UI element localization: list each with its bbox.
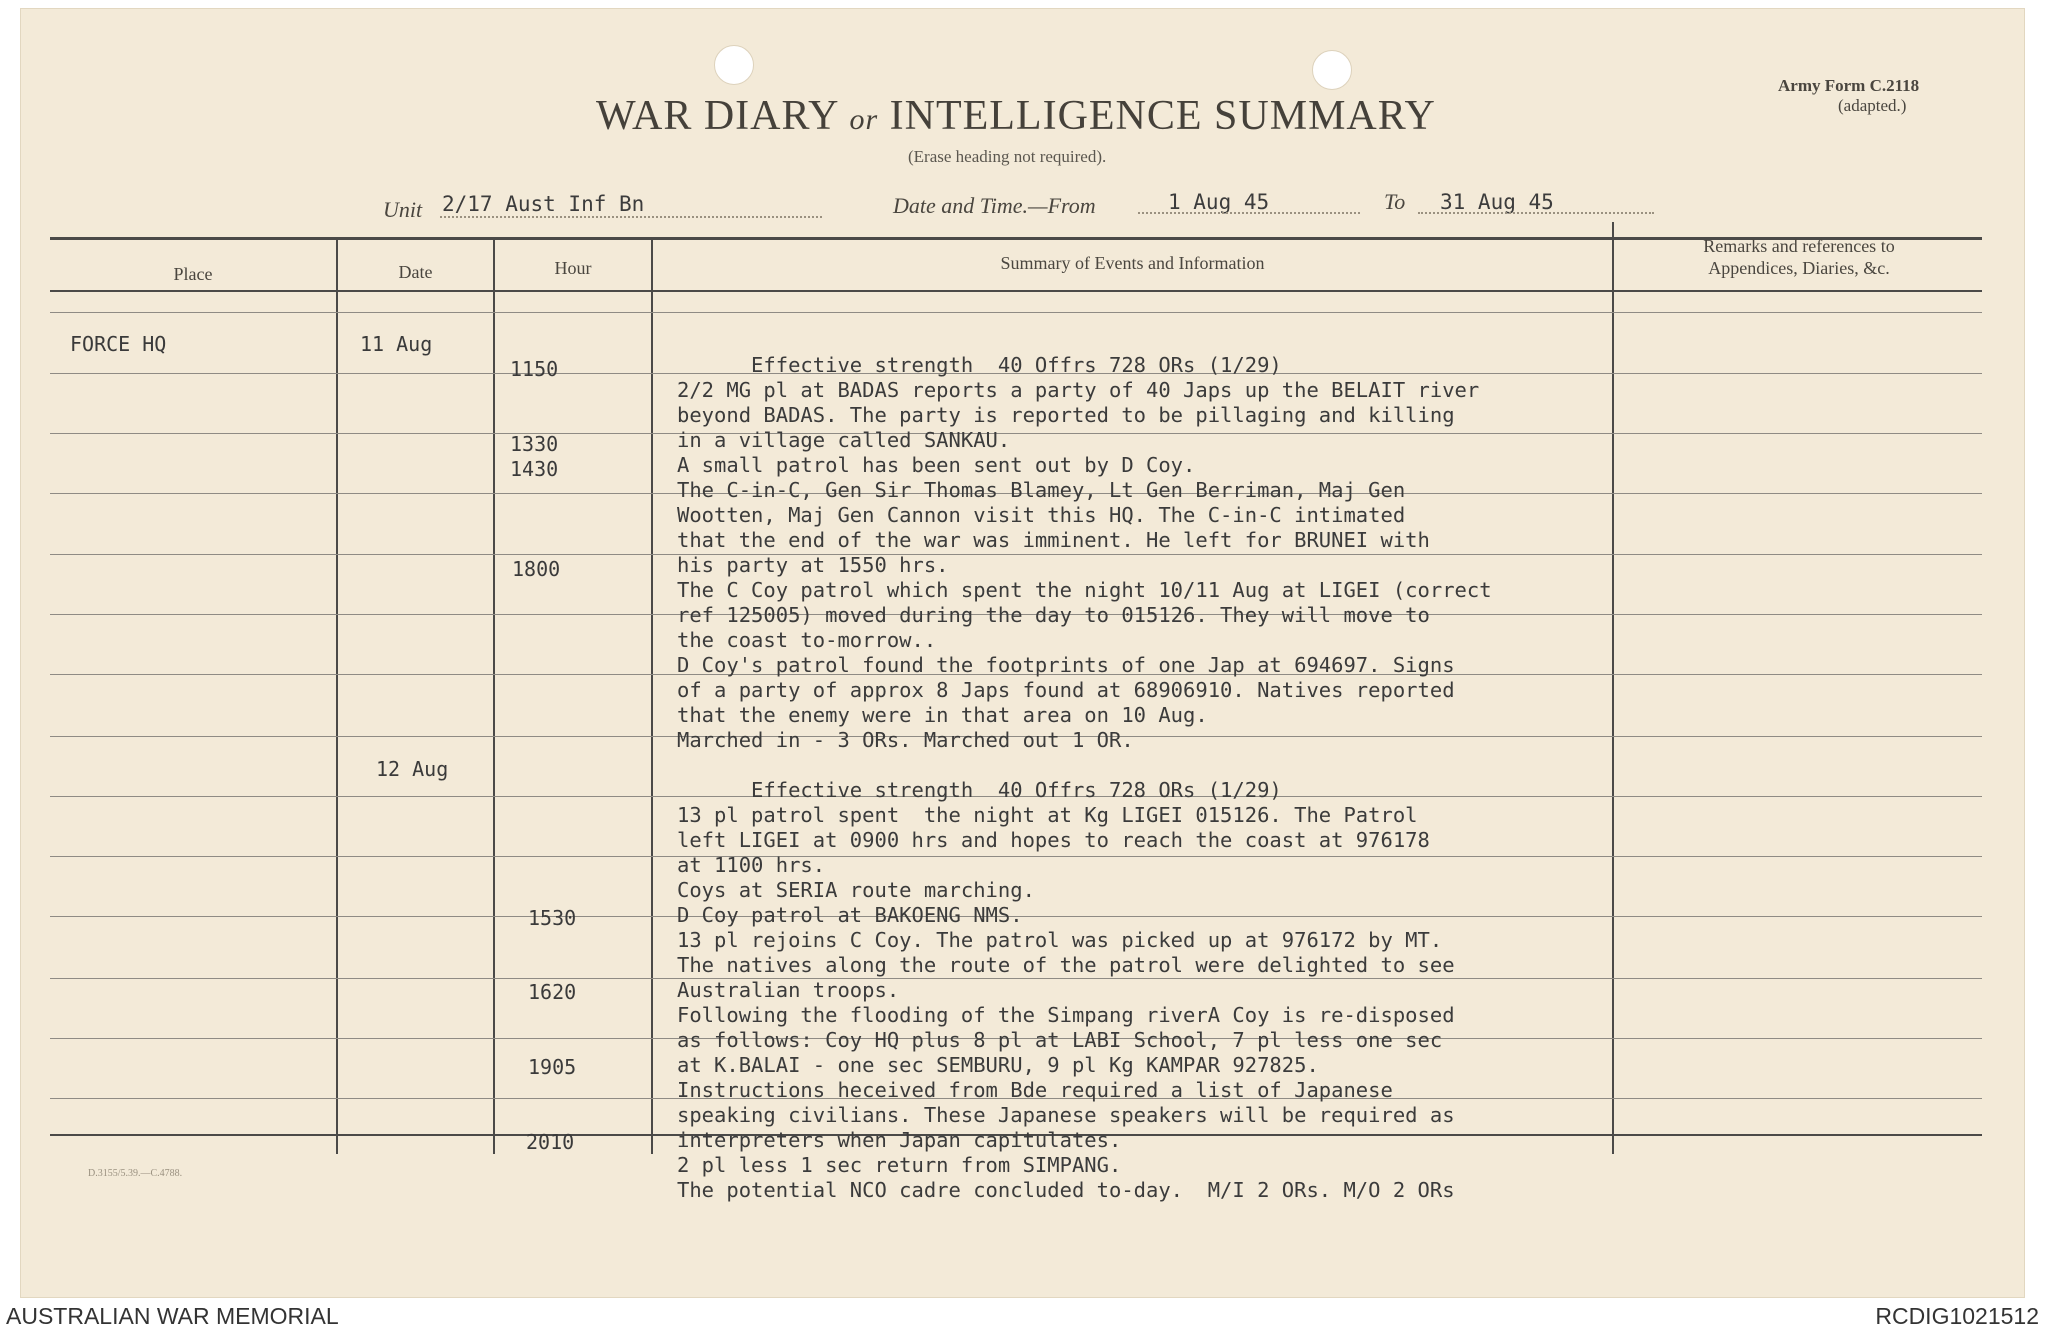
hour-entry: 1530 [528, 906, 577, 930]
date-11-aug: 11 Aug [360, 332, 433, 356]
col-header-hour: Hour [554, 258, 592, 278]
summary-line: the coast to-morrow.. [677, 628, 937, 652]
title-war-diary: WAR DIARY [596, 93, 838, 139]
summary-line: D Coy's patrol found the footprints of one Jap at 694697. Signs [677, 653, 1455, 677]
summary-line [677, 753, 1492, 778]
summary-line: in a village called SANKAU. [677, 428, 1011, 452]
to-label: To [1384, 189, 1406, 214]
hour-entry: 1800 [512, 557, 561, 581]
col-header-remarks-line1: Remarks and references to [1703, 236, 1895, 256]
summary-line: 2/2 MG pl at BADAS reports a party of 40 Japs up the BELAIT river [677, 378, 1480, 402]
summary-line: Following the flooding of the Simpang riverA Coy is re-disposed [677, 1003, 1455, 1027]
hour-entry: 1150 [510, 357, 559, 381]
summary-line: ref 125005) moved during the day to 015126. They will move to [677, 603, 1430, 627]
summary-line: that the enemy were in that area on 10 Aug. [677, 703, 1208, 727]
summary-line: D Coy patrol at BAKOENG NMS. [677, 903, 1023, 927]
summary-line: The natives along the route of the patrol were delighted to see [677, 953, 1455, 977]
summary-line: 13 pl patrol spent the night at Kg LIGEI 015126. The Patrol [677, 803, 1418, 827]
army-form-number: Army Form C.2118 [1778, 76, 1920, 95]
summary-line: that the end of the war was imminent. He left for BRUNEI with [677, 528, 1430, 552]
summary-line: Wootten, Maj Gen Cannon visit this HQ. The C-in-C intimated [677, 503, 1406, 527]
summary-line: Australian troops. [677, 978, 900, 1002]
unit-label: Unit [383, 197, 423, 222]
summary-of-events [677, 328, 1492, 1228]
form-title [596, 92, 1436, 140]
col-divider-hour-summary [651, 237, 653, 1154]
summary-line: beyond BADAS. The party is reported to be pillaging and killing [677, 403, 1455, 427]
summary-line: of a party of approx 8 Japs found at 68906910. Natives reported [677, 678, 1455, 702]
place-force-hq: FORCE HQ [70, 332, 167, 356]
title-intelligence-summary: INTELLIGENCE SUMMARY [889, 93, 1436, 139]
punch-hole-right [1312, 50, 1352, 90]
col-divider-place-date [336, 237, 338, 1154]
col-header-date: Date [398, 262, 433, 282]
summary-line: interpreters when Japan capitulates. [677, 1128, 1122, 1152]
date-12-aug: 12 Aug [376, 757, 449, 781]
summary-line: speaking civilians. These Japanese speakers will be required as [677, 1103, 1455, 1127]
summary-line: at K.BALAI - one sec SEMBURU, 9 pl Kg KAMPAR 927825. [677, 1053, 1319, 1077]
summary-line: his party at 1550 hrs. [677, 553, 949, 577]
col-header-summary: Summary of Events and Information [1000, 253, 1265, 273]
summary-line: 2 pl less 1 sec return from SIMPANG. [677, 1153, 1122, 1177]
summary-line: Coys at SERIA route marching. [677, 878, 1035, 902]
summary-line: A small patrol has been sent out by D Coy. [677, 453, 1196, 477]
header-bottom-border [50, 290, 1982, 292]
summary-line: The potential NCO cadre concluded to-day. M/I 2 ORs. M/O 2 ORs [677, 1178, 1455, 1202]
col-divider-date-hour [493, 237, 495, 1154]
date-from-value: 1 Aug 45 [1168, 190, 1270, 214]
archive-caption: AUSTRALIAN WAR MEMORIAL [6, 1303, 339, 1329]
from-dotted-line [1138, 212, 1360, 214]
summary-line: as follows: Coy HQ plus 8 pl at LABI School, 7 pl less one sec [677, 1028, 1443, 1052]
summary-line: left LIGEI at 0900 hrs and hopes to reach the coast at 976178 [677, 828, 1430, 852]
print-code: D.3155/5.39.—C.4788. [88, 1168, 183, 1179]
adapted-note: (adapted.) [1838, 96, 1907, 115]
erase-note: (Erase heading not required). [908, 147, 1107, 166]
summary-line: at 1100 hrs. [677, 853, 826, 877]
unit-value: 2/17 Aust Inf Bn [442, 192, 645, 216]
record-id: RCDIG1021512 [1875, 1303, 2039, 1329]
ruled-line [50, 312, 1982, 313]
summary-line: Effective strength 40 Offrs 728 ORs (1/29) [677, 353, 1282, 377]
title-or: or [849, 103, 879, 136]
col-divider-summary-remarks [1612, 222, 1614, 1154]
col-header-remarks-line2: Appendices, Diaries, &c. [1708, 258, 1890, 278]
summary-line: 13 pl rejoins C Coy. The patrol was picked up at 976172 by MT. [677, 928, 1443, 952]
summary-line: Instructions heceived from Bde required a list of Japanese [677, 1078, 1393, 1102]
date-to-value: 31 Aug 45 [1440, 190, 1554, 214]
hour-entry: 1430 [510, 457, 559, 481]
hour-entry: 1905 [528, 1055, 577, 1079]
col-header-place: Place [173, 264, 213, 284]
hour-entry: 1330 [510, 432, 559, 456]
summary-line: Effective strength 40 Offrs 728 ORs (1/29) [677, 778, 1282, 802]
to-dotted-line [1418, 212, 1654, 214]
date-label: Date and Time.—From [893, 193, 1096, 218]
summary-line: The C-in-C, Gen Sir Thomas Blamey, Lt Gen Berriman, Maj Gen [677, 478, 1406, 502]
punch-hole-left [714, 45, 754, 85]
hour-entry: 1620 [528, 980, 577, 1004]
summary-line: Marched in - 3 ORs. Marched out 1 OR. [677, 728, 1134, 752]
unit-dotted-line [440, 216, 822, 218]
hour-entry: 2010 [526, 1130, 575, 1154]
summary-line: The C Coy patrol which spent the night 10/11 Aug at LIGEI (correct [677, 578, 1492, 602]
